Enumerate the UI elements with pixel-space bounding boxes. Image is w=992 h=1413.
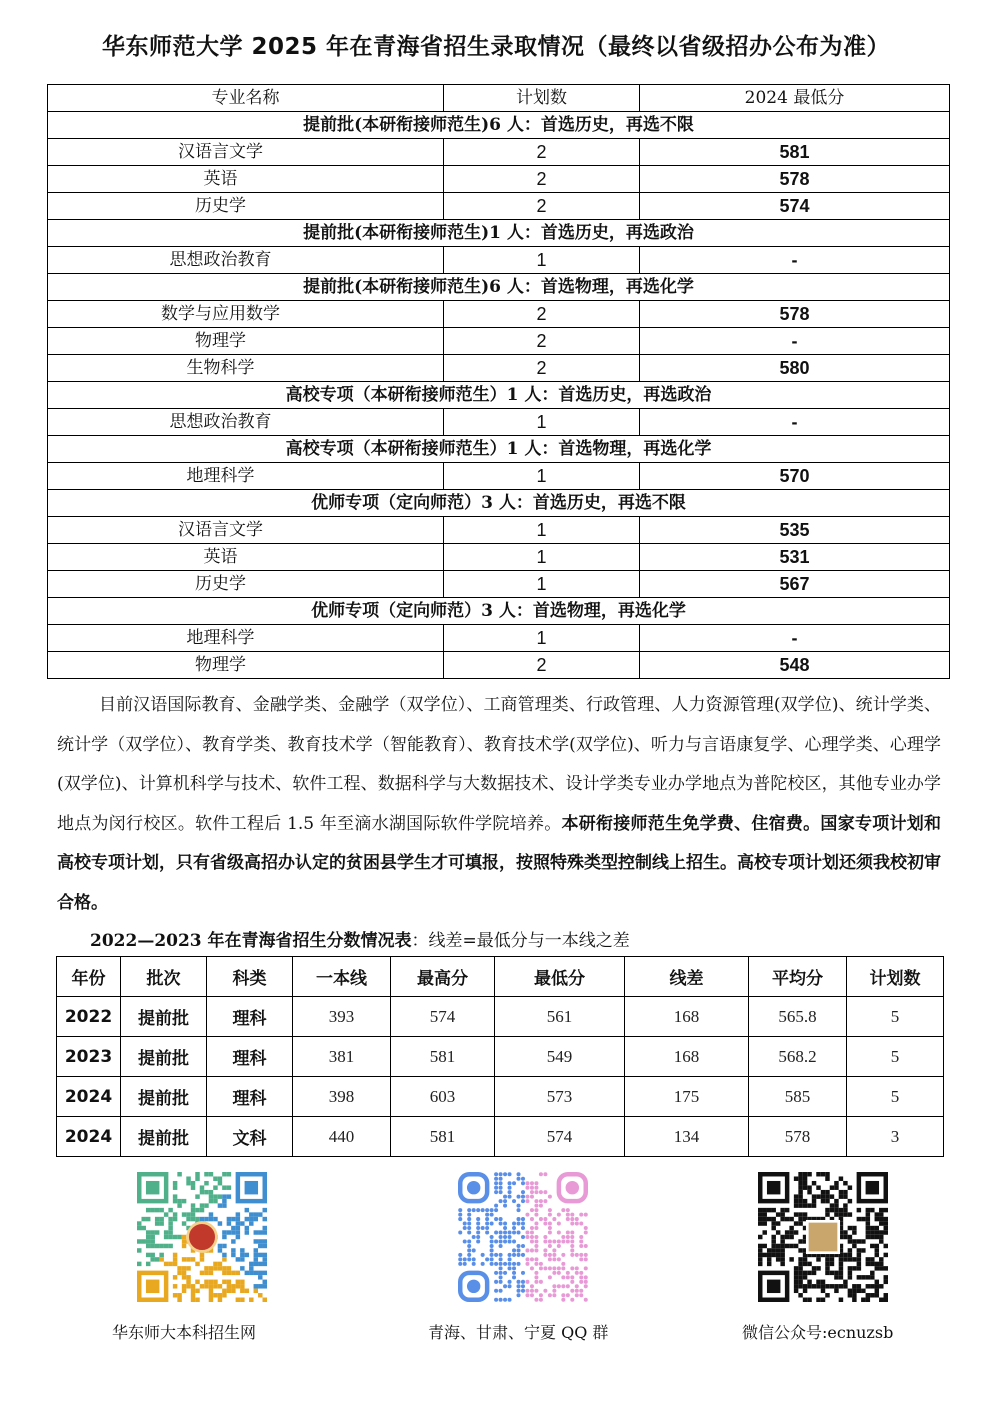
major-cell: 英语	[48, 166, 444, 193]
section-row	[48, 598, 950, 625]
history-cell: 398	[293, 1077, 391, 1117]
plan-cell: 2	[444, 328, 640, 355]
history-header-cell: 计划数	[847, 957, 944, 997]
major-cell: 历史学	[48, 571, 444, 598]
section-row	[48, 274, 950, 301]
admission-table	[47, 84, 950, 679]
score-cell: -	[640, 625, 950, 652]
score-cell: 570	[640, 463, 950, 490]
university-seal-icon	[188, 1223, 217, 1252]
history-cell: 175	[625, 1077, 749, 1117]
major-cell: 思想政治教育	[48, 409, 444, 436]
score-cell: -	[640, 328, 950, 355]
major-cell: 物理学	[48, 328, 444, 355]
section-heading: 高校专项（本研衔接师范生）1 人：首选历史，再选政治	[48, 382, 950, 409]
score-cell: 548	[640, 652, 950, 679]
major-cell: 英语	[48, 544, 444, 571]
plan-cell: 1	[444, 463, 640, 490]
history-cell: 理科	[207, 1037, 293, 1077]
history-cell: 3	[847, 1117, 944, 1157]
history-cell: 134	[625, 1117, 749, 1157]
history-cell: 574	[391, 997, 495, 1037]
qr1-caption: 华东师大本科招生网	[112, 1323, 257, 1342]
plan-cell: 2	[444, 652, 640, 679]
major-cell: 思想政治教育	[48, 247, 444, 274]
history-cell: 5	[847, 1077, 944, 1117]
major-cell: 数学与应用数学	[48, 301, 444, 328]
history-header-cell: 最高分	[391, 957, 495, 997]
history-cell: 581	[391, 1117, 495, 1157]
qr2-caption: 青海、甘肃、宁夏 QQ 群	[428, 1323, 609, 1342]
score-cell: 531	[640, 544, 950, 571]
history-cell: 381	[293, 1037, 391, 1077]
major-cell: 物理学	[48, 652, 444, 679]
history-cell: 提前批	[121, 1117, 207, 1157]
table-row	[48, 517, 950, 544]
history-header-cell: 批次	[121, 957, 207, 997]
score-cell: -	[640, 247, 950, 274]
history-row	[57, 997, 944, 1037]
table-row	[48, 544, 950, 571]
table-row	[48, 571, 950, 598]
history-cell: 提前批	[121, 1037, 207, 1077]
score-cell: 578	[640, 301, 950, 328]
history-header-cell: 最低分	[495, 957, 625, 997]
wechat-account-qr[interactable]	[758, 1172, 888, 1302]
major-cell: 地理科学	[48, 463, 444, 490]
history-cell: 603	[391, 1077, 495, 1117]
section-heading: 高校专项（本研衔接师范生）1 人：首选物理，再选化学	[48, 436, 950, 463]
major-cell: 历史学	[48, 193, 444, 220]
plan-cell: 2	[444, 166, 640, 193]
history-cell: 2022	[57, 997, 121, 1037]
score-cell: 581	[640, 139, 950, 166]
page-title: 华东师范大学 2025 年在青海省招生录取情况（最终以省级招办公布为准）	[101, 34, 891, 60]
history-cell: 提前批	[121, 997, 207, 1037]
header-min-score: 2024 最低分	[640, 85, 950, 112]
table-row	[48, 652, 950, 679]
history-cell: 568.2	[749, 1037, 847, 1077]
section-row	[48, 436, 950, 463]
history-cell: 168	[625, 1037, 749, 1077]
plan-cell: 1	[444, 544, 640, 571]
history-row	[57, 1117, 944, 1157]
header-major: 专业名称	[48, 85, 444, 112]
plan-cell: 1	[444, 409, 640, 436]
major-cell: 地理科学	[48, 625, 444, 652]
table-row	[48, 166, 950, 193]
plan-cell: 2	[444, 193, 640, 220]
major-cell: 汉语言文学	[48, 139, 444, 166]
section-row	[48, 112, 950, 139]
history-cell: 561	[495, 997, 625, 1037]
history-caption-note: ：线差=最低分与一本线之差	[411, 931, 630, 951]
section-heading: 优师专项（定向师范）3 人：首选历史，再选不限	[48, 490, 950, 517]
score-cell: 578	[640, 166, 950, 193]
history-table	[56, 956, 944, 1157]
qq-group-qr[interactable]	[458, 1172, 588, 1302]
history-cell: 文科	[207, 1117, 293, 1157]
section-row	[48, 220, 950, 247]
header-plan: 计划数	[444, 85, 640, 112]
history-caption-bold: 2022—2023 年在青海省招生分数情况表	[90, 931, 412, 951]
plan-cell: 1	[444, 625, 640, 652]
plan-cell: 1	[444, 247, 640, 274]
section-heading: 提前批(本研衔接师范生)1 人：首选历史，再选政治	[48, 220, 950, 247]
history-cell: 5	[847, 997, 944, 1037]
history-cell: 585	[749, 1077, 847, 1117]
history-cell: 2024	[57, 1117, 121, 1157]
plan-cell: 2	[444, 139, 640, 166]
history-header-cell: 年份	[57, 957, 121, 997]
score-cell: 535	[640, 517, 950, 544]
score-cell: 574	[640, 193, 950, 220]
history-row	[57, 1037, 944, 1077]
section-heading: 提前批(本研衔接师范生)6 人：首选物理，再选化学	[48, 274, 950, 301]
history-cell: 574	[495, 1117, 625, 1157]
major-cell: 生物科学	[48, 355, 444, 382]
history-cell: 549	[495, 1037, 625, 1077]
major-cell: 汉语言文学	[48, 517, 444, 544]
table-row	[48, 247, 950, 274]
history-cell: 理科	[207, 1077, 293, 1117]
qr3-caption: 微信公众号:ecnuzsb	[742, 1323, 894, 1342]
table-row	[48, 625, 950, 652]
table-row	[48, 193, 950, 220]
campus-photo-icon	[807, 1221, 838, 1252]
admissions-website-qr[interactable]	[137, 1172, 267, 1302]
history-header-row	[57, 957, 944, 997]
table-row	[48, 463, 950, 490]
section-heading: 优师专项（定向师范）3 人：首选物理，再选化学	[48, 598, 950, 625]
plan-cell: 2	[444, 301, 640, 328]
plan-cell: 1	[444, 517, 640, 544]
table-row	[48, 301, 950, 328]
history-cell: 578	[749, 1117, 847, 1157]
score-cell: 580	[640, 355, 950, 382]
plan-cell: 2	[444, 355, 640, 382]
history-cell: 理科	[207, 997, 293, 1037]
history-cell: 提前批	[121, 1077, 207, 1117]
notes-paragraph	[57, 686, 941, 923]
history-cell: 168	[625, 997, 749, 1037]
section-row	[48, 382, 950, 409]
table-row	[48, 409, 950, 436]
history-cell: 573	[495, 1077, 625, 1117]
table-row	[48, 139, 950, 166]
history-cell: 5	[847, 1037, 944, 1077]
history-cell: 565.8	[749, 997, 847, 1037]
history-cell: 581	[391, 1037, 495, 1077]
table-row	[48, 328, 950, 355]
section-heading: 提前批(本研衔接师范生)6 人：首选历史，再选不限	[48, 112, 950, 139]
notes-normal: 目前汉语国际教育、金融学类、金融学（双学位）、工商管理类、行政管理、人力资源管理(双学位)、统计学类、统计学（双学位）、教育学类、教育技术学（智能教育）、教育技术学(双学位)、听力与言语康复学、心理学类、心理学(双学位)、计算机科学与技术、软件工程、数据科学与大数据技术、设计学类专业办学地点为普陀校区，其他专业办学地点为闵行校区。软件工程后 1.5 年至滴水湖国际软件学院培养。	[57, 695, 941, 834]
history-header-cell: 一本线	[293, 957, 391, 997]
notes-bold: 本研衔接师范生免学费、住宿费。国家专项计划和高校专项计划，只有省级高招办认定的贫困县学生才可填报，按照特殊类型控制线上招生。高校专项计划还须我校初审合格。	[57, 813, 942, 913]
section-row	[48, 490, 950, 517]
plan-cell: 1	[444, 571, 640, 598]
score-cell: 567	[640, 571, 950, 598]
history-header-cell: 线差	[625, 957, 749, 997]
history-row	[57, 1077, 944, 1117]
history-cell: 393	[293, 997, 391, 1037]
table-row	[48, 355, 950, 382]
history-header-cell: 科类	[207, 957, 293, 997]
history-cell: 440	[293, 1117, 391, 1157]
history-header-cell: 平均分	[749, 957, 847, 997]
history-cell: 2023	[57, 1037, 121, 1077]
history-cell: 2024	[57, 1077, 121, 1117]
admission-header-row	[48, 85, 950, 112]
history-caption	[90, 926, 630, 951]
score-cell: -	[640, 409, 950, 436]
